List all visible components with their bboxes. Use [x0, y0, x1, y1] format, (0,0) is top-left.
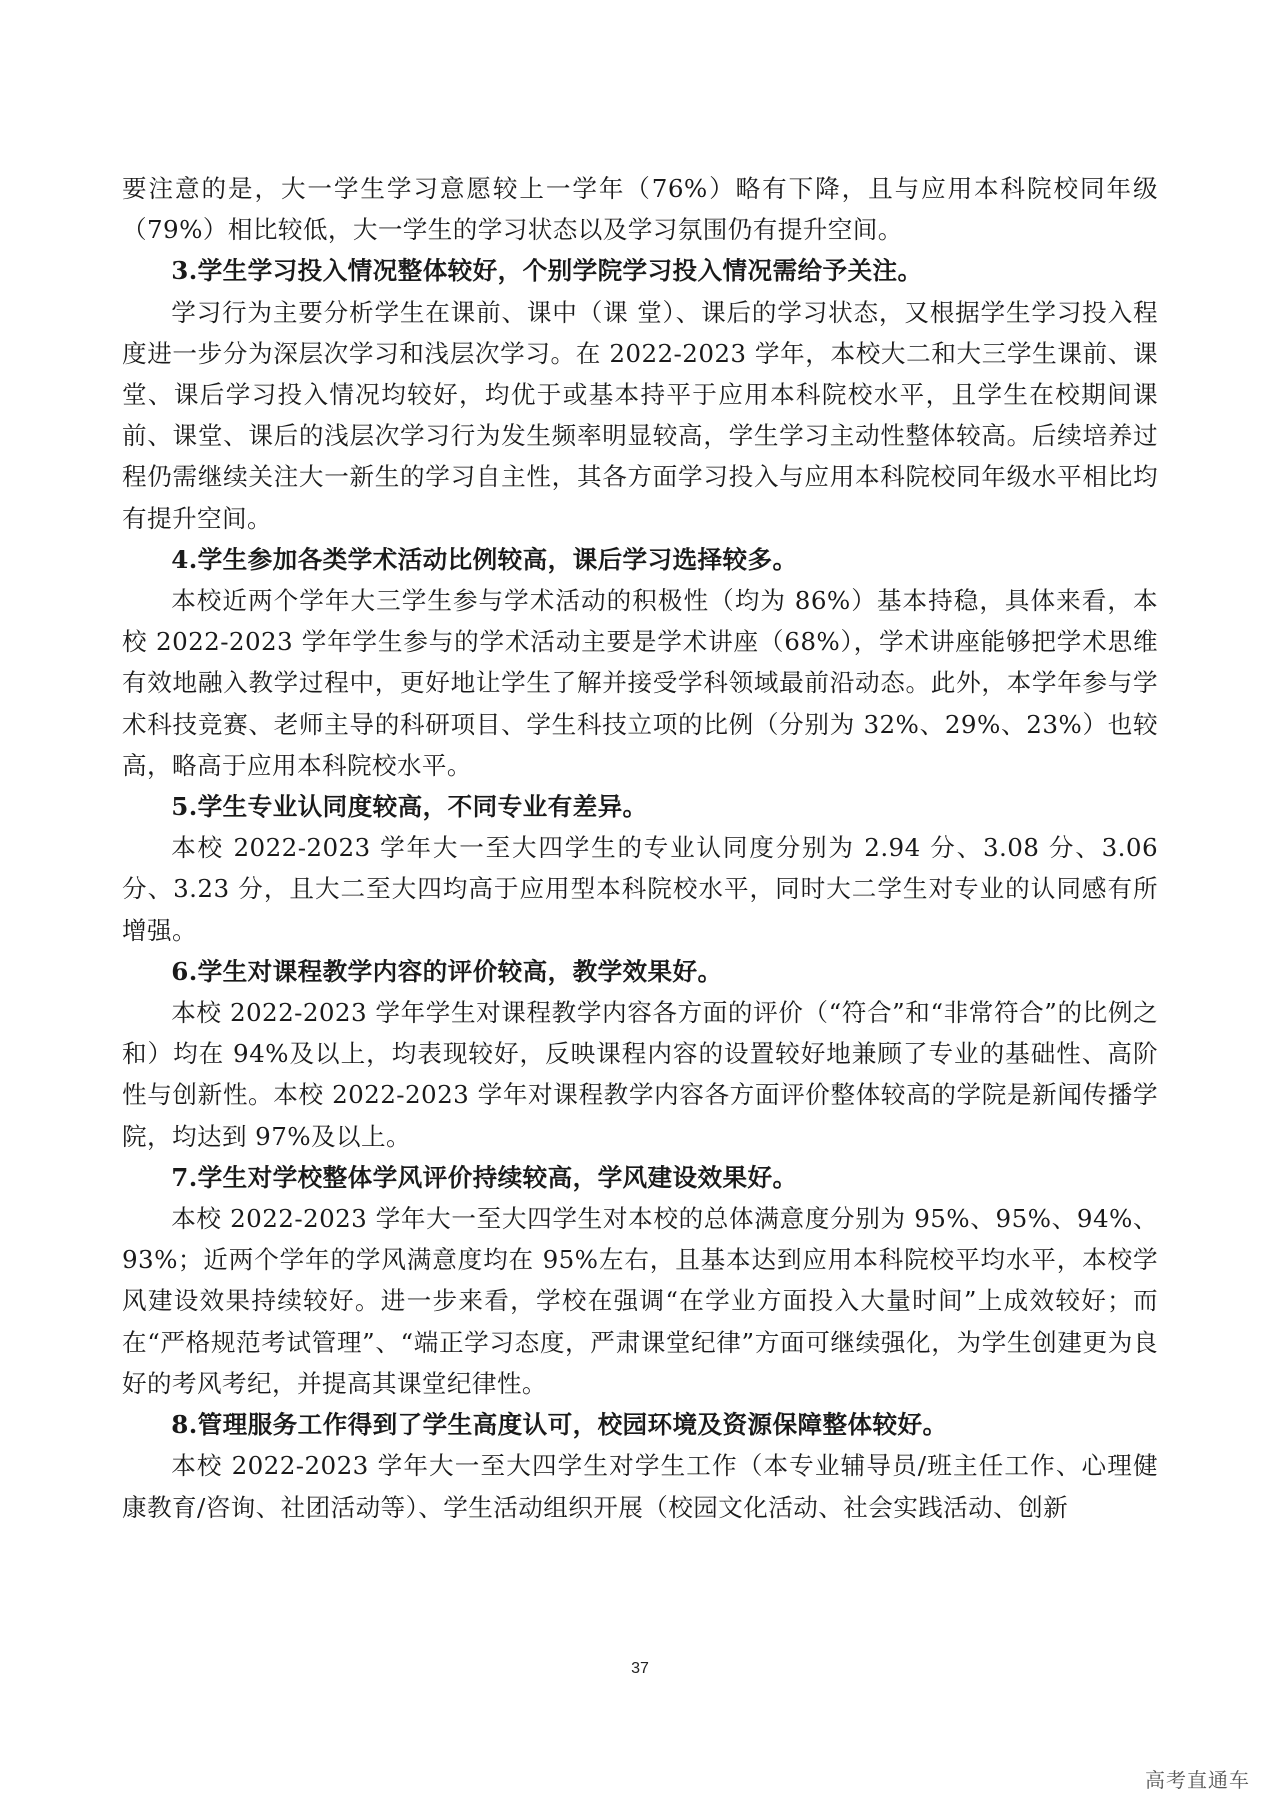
paragraph-study-atmosphere: 本校 2022-2023 学年大一至大四学生对本校的总体满意度分别为 95%、95%、94%、93%；近两个学年的学风满意度均在 95%左右，且基本达到应用本科院校平均水平，本校学风建设效果持续较好。进一步来看，学校在强调“在学业方面投入大量时间”上成效较好；而在“严格规范考试管理”、“端正学习态度，严肃课堂纪律”方面可继续强化，为学生创建更为良好的考风考纪，并提高其课堂纪律性。 — [122, 1204, 1158, 1398]
page-number: 37 — [631, 1660, 649, 1677]
paragraph-continued: 要注意的是，大一学生学习意愿较上一学年（76%）略有下降，且与应用本科院校同年级（79%）相比较低，大一学生的学习状态以及学习氛围仍有提升空间。 — [122, 174, 1158, 245]
watermark-text: 高考直通车 — [1145, 1768, 1250, 1792]
section-heading-6: 6.学生对课程教学内容的评价较高，教学效果好。 — [171, 956, 723, 986]
section-heading-7: 7.学生对学校整体学风评价持续较高，学风建设效果好。 — [171, 1162, 798, 1192]
paragraph-learning-engagement: 学习行为主要分析学生在课前、课中（课 堂）、课后的学习状态，又根据学生学习投入程度进一步分为深层次学习和浅层次学习。在 2022-2023 学年，本校大二和大三学生课前、课堂、课后学习投入情况均较好，均优于或基本持平于应用本科院校水平，且学生在校期间课前、课堂、课后的浅层次学习行为发生频率明显较高，学生学习主动性整体较高。后续培养过程仍需继续关注大一新生的学习自主性，其各方面学习投入与应用本科院校同年级水平相比均有提升空间。 — [122, 297, 1158, 533]
section-heading-4: 4.学生参加各类学术活动比例较高，课后学习选择较多。 — [171, 544, 798, 574]
section-heading-5: 5.学生专业认同度较高，不同专业有差异。 — [171, 792, 648, 822]
paragraph-major-identity: 本校 2022-2023 学年大一至大四学生的专业认同度分别为 2.94 分、3.08 分、3.06 分、3.23 分，且大二至大四均高于应用型本科院校水平，同时大二学生对专业的认同感有所增强。 — [122, 833, 1158, 945]
paragraph-management-service: 本校 2022-2023 学年大一至大四学生对学生工作（本专业辅导员/班主任工作、心理健康教育/咨询、社团活动等）、学生活动组织开展（校园文化活动、社会实践活动、创新 — [122, 1451, 1158, 1522]
section-heading-8: 8.管理服务工作得到了学生高度认可，校园环境及资源保障整体较好。 — [171, 1410, 948, 1440]
page-body — [122, 168, 1158, 1528]
section-heading-3: 3.学生学习投入情况整体较好，个别学院学习投入情况需给予关注。 — [171, 256, 923, 286]
paragraph-academic-activities: 本校近两个学年大三学生参与学术活动的积极性（均为 86%）基本持稳，具体来看，本校 2022-2023 学年学生参与的学术活动主要是学术讲座（68%），学术讲座能够把学术思维有效地融入教学过程中，更好地让学生了解并接受学科领域最前沿动态。此外，本学年参与学术科技竞赛、老师主导的科研项目、学生科技立项的比例（分别为 32%、29%、23%）也较高，略高于应用本科院校水平。 — [122, 586, 1158, 780]
paragraph-course-content: 本校 2022-2023 学年学生对课程教学内容各方面的评价（“符合”和“非常符合”的比例之和）均在 94%及以上，均表现较好，反映课程内容的设置较好地兼顾了专业的基础性、高阶性与创新性。本校 2022-2023 学年对课程教学内容各方面评价整体较高的学院是新闻传播学院，均达到 97%及以上。 — [122, 998, 1158, 1151]
